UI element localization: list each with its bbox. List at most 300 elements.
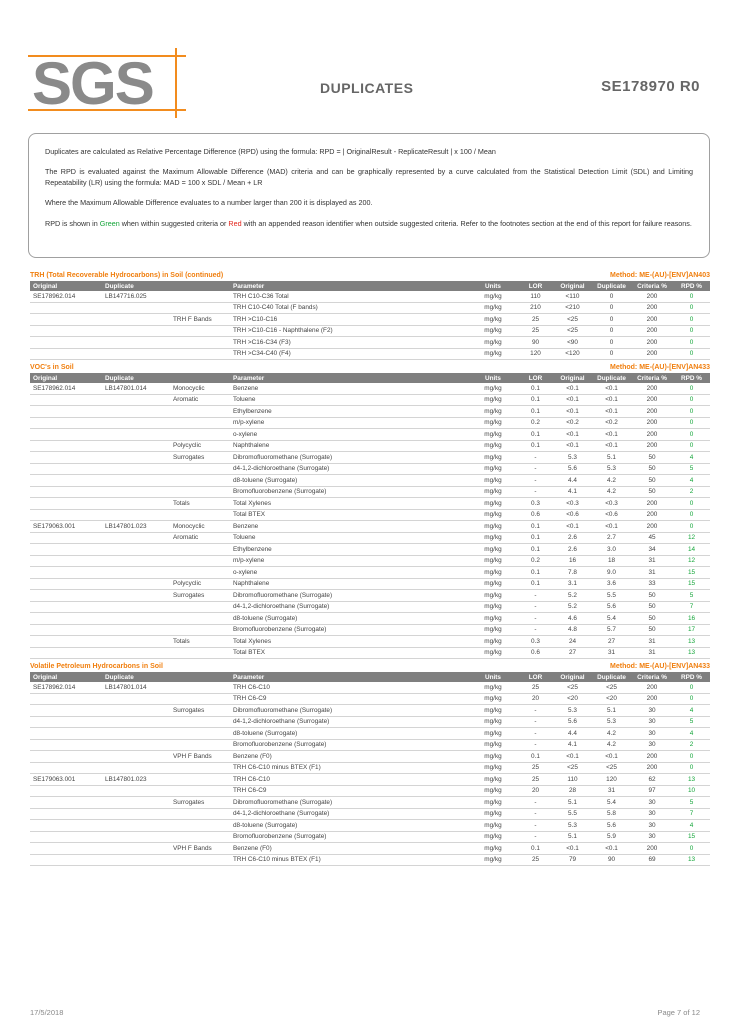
table-cell: Dibromofluoromethane (Surrogate)	[230, 797, 468, 809]
table-cell	[102, 808, 170, 820]
table-cell	[170, 762, 230, 774]
table-cell	[170, 406, 230, 418]
table-cell: mg/kg	[468, 601, 518, 613]
table-cell: Bromofluorobenzene (Surrogate)	[230, 739, 468, 751]
table-cell: 50	[631, 452, 673, 464]
table-cell: 5.9	[592, 831, 631, 843]
table-cell: 25	[518, 314, 553, 326]
table-cell: 20	[518, 693, 553, 705]
table-cell	[102, 498, 170, 510]
table-cell: -	[518, 820, 553, 832]
table-cell: 25	[518, 682, 553, 693]
table-cell	[102, 429, 170, 441]
table-cell: 5.3	[592, 716, 631, 728]
table-cell: <0.1	[592, 521, 631, 533]
table-cell: 0	[673, 394, 710, 406]
table-cell: mg/kg	[468, 682, 518, 693]
table-cell: 13	[673, 854, 710, 866]
table-cell: SE178962.014	[30, 383, 102, 394]
table-cell: 0	[673, 843, 710, 855]
table-cell	[170, 291, 230, 302]
table-cell: 79	[553, 854, 592, 866]
table-cell: 0	[673, 521, 710, 533]
table-cell: 5.5	[592, 590, 631, 602]
table-cell	[102, 544, 170, 556]
table-cell	[170, 854, 230, 866]
table-cell: 4.4	[553, 475, 592, 487]
table-cell: 5	[673, 716, 710, 728]
table-cell: 12	[673, 532, 710, 544]
table-row	[30, 567, 710, 579]
table-cell: 0.6	[518, 647, 553, 659]
table-cell	[170, 774, 230, 786]
table-cell: 24	[553, 636, 592, 648]
info-paragraph: Where the Maximum Allowable Difference evaluates to a number larger than 200 it is displayed as 200.	[45, 198, 373, 208]
column-header: Original	[30, 281, 102, 291]
table-cell: mg/kg	[468, 785, 518, 797]
duplicates-tables	[30, 268, 710, 866]
table-cell: 0.2	[518, 555, 553, 567]
table-cell: 4	[673, 705, 710, 717]
table-cell	[30, 808, 102, 820]
table-cell: <0.1	[592, 751, 631, 763]
table-cell: mg/kg	[468, 486, 518, 498]
footer-page-number: Page 7 of 12	[657, 1008, 700, 1017]
table-header-row	[30, 373, 710, 383]
table-cell: -	[518, 808, 553, 820]
table-cell	[30, 854, 102, 866]
table-cell: TRH >C10-C16 - Naphthalene (F2)	[230, 325, 468, 337]
table-cell: 15	[673, 578, 710, 590]
table-cell: 0.6	[518, 509, 553, 521]
table-cell: Polycyclic	[170, 578, 230, 590]
table-cell: <0.2	[553, 417, 592, 429]
table-cell: 0.1	[518, 383, 553, 394]
table-cell	[30, 394, 102, 406]
table-cell: 5.3	[553, 452, 592, 464]
table-cell	[102, 601, 170, 613]
table-cell: Bromofluorobenzene (Surrogate)	[230, 624, 468, 636]
table-cell: -	[518, 590, 553, 602]
table-cell: Naphthalene	[230, 578, 468, 590]
table-cell	[102, 509, 170, 521]
table-cell: mg/kg	[468, 348, 518, 360]
table-cell: mg/kg	[468, 383, 518, 394]
table-cell	[30, 325, 102, 337]
table-cell: 31	[631, 647, 673, 659]
table-cell: 0	[673, 348, 710, 360]
table-cell: -	[518, 452, 553, 464]
table-cell: mg/kg	[468, 291, 518, 302]
table-cell	[102, 613, 170, 625]
table-cell: mg/kg	[468, 613, 518, 625]
table-cell: 62	[631, 774, 673, 786]
table-cell: 0.2	[518, 417, 553, 429]
table-cell	[102, 348, 170, 360]
table-cell: m/p-xylene	[230, 417, 468, 429]
table-cell: 3.0	[592, 544, 631, 556]
table-cell	[30, 475, 102, 487]
table-cell: mg/kg	[468, 647, 518, 659]
table-cell: <25	[553, 762, 592, 774]
table-cell: Dibromofluoromethane (Surrogate)	[230, 452, 468, 464]
table-cell	[102, 452, 170, 464]
table-cell: mg/kg	[468, 452, 518, 464]
table-cell: 0	[673, 406, 710, 418]
table-cell: <0.6	[592, 509, 631, 521]
table-cell: mg/kg	[468, 521, 518, 533]
table-cell: SE179063.001	[30, 774, 102, 786]
table-cell: mg/kg	[468, 728, 518, 740]
table-cell	[170, 567, 230, 579]
table-row	[30, 797, 710, 809]
column-header: Criteria %	[631, 373, 673, 383]
table-cell: 15	[673, 567, 710, 579]
table-cell	[170, 613, 230, 625]
column-header: Original	[553, 281, 592, 291]
table-cell: 200	[631, 429, 673, 441]
table-cell	[30, 440, 102, 452]
table-cell: mg/kg	[468, 774, 518, 786]
table-cell: mg/kg	[468, 555, 518, 567]
table-cell	[30, 578, 102, 590]
duplicates-table	[30, 281, 710, 360]
table-cell: mg/kg	[468, 417, 518, 429]
table-cell: 5.6	[553, 716, 592, 728]
table-row	[30, 555, 710, 567]
table-row	[30, 785, 710, 797]
table-cell: mg/kg	[468, 843, 518, 855]
table-cell	[30, 601, 102, 613]
table-cell: 2.7	[592, 532, 631, 544]
table-cell: m/p-xylene	[230, 555, 468, 567]
table-cell	[30, 647, 102, 659]
table-cell: 0	[673, 429, 710, 441]
table-cell: -	[518, 831, 553, 843]
table-cell	[170, 348, 230, 360]
table-cell: Bromofluorobenzene (Surrogate)	[230, 831, 468, 843]
table-cell: -	[518, 797, 553, 809]
table-cell	[102, 751, 170, 763]
table-cell: 200	[631, 843, 673, 855]
table-row	[30, 532, 710, 544]
table-cell: -	[518, 486, 553, 498]
table-cell: 0	[592, 348, 631, 360]
table-cell: mg/kg	[468, 463, 518, 475]
table-cell	[102, 647, 170, 659]
table-cell	[102, 636, 170, 648]
table-cell: Ethylbenzene	[230, 406, 468, 418]
table-cell: 5.6	[553, 463, 592, 475]
column-header: RPD %	[673, 672, 710, 682]
table-cell: 7	[673, 601, 710, 613]
column-header: LOR	[518, 672, 553, 682]
table-cell: 0.3	[518, 498, 553, 510]
table-cell: mg/kg	[468, 429, 518, 441]
table-cell: -	[518, 475, 553, 487]
table-cell: 5.3	[553, 705, 592, 717]
table-cell: 30	[631, 728, 673, 740]
table-cell: 50	[631, 601, 673, 613]
table-row	[30, 498, 710, 510]
table-row	[30, 291, 710, 302]
column-header	[170, 281, 230, 291]
table-cell: 200	[631, 348, 673, 360]
table-cell: <0.3	[553, 498, 592, 510]
table-cell: 90	[592, 854, 631, 866]
column-header: Duplicate	[592, 281, 631, 291]
table-cell	[102, 417, 170, 429]
table-cell: SE178962.014	[30, 682, 102, 693]
table-cell: 30	[631, 820, 673, 832]
green-label: Green	[99, 218, 120, 228]
table-cell: <90	[553, 337, 592, 349]
table-cell: Benzene (F0)	[230, 843, 468, 855]
duplicates-table	[30, 672, 710, 866]
table-cell	[170, 682, 230, 693]
table-cell: Total Xylenes	[230, 636, 468, 648]
table-cell: 5.3	[592, 463, 631, 475]
table-cell: mg/kg	[468, 693, 518, 705]
table-cell	[30, 762, 102, 774]
table-cell: 0.1	[518, 429, 553, 441]
table-row	[30, 578, 710, 590]
table-row	[30, 774, 710, 786]
table-cell: 0.1	[518, 578, 553, 590]
table-cell: 31	[592, 785, 631, 797]
table-cell: 5.8	[592, 808, 631, 820]
table-cell	[30, 417, 102, 429]
table-cell	[30, 463, 102, 475]
table-cell: TRH C10-C40 Total (F bands)	[230, 302, 468, 314]
table-cell: 200	[631, 325, 673, 337]
table-cell: 0	[673, 291, 710, 302]
table-cell: SE179063.001	[30, 521, 102, 533]
table-cell	[102, 440, 170, 452]
table-cell: 0	[673, 682, 710, 693]
table-row	[30, 302, 710, 314]
table-cell: <0.1	[592, 406, 631, 418]
table-cell: 200	[631, 383, 673, 394]
table-cell	[30, 567, 102, 579]
section-header	[30, 270, 710, 281]
table-cell: <110	[553, 291, 592, 302]
table-cell: 25	[518, 325, 553, 337]
table-cell: mg/kg	[468, 302, 518, 314]
table-header-row	[30, 281, 710, 291]
table-cell	[102, 394, 170, 406]
table-cell: <0.1	[553, 843, 592, 855]
table-cell: 9.0	[592, 567, 631, 579]
table-cell: <0.1	[592, 843, 631, 855]
logo-text: SGS	[32, 50, 153, 117]
table-row	[30, 716, 710, 728]
table-cell: d8-toluene (Surrogate)	[230, 820, 468, 832]
table-cell: Aromatic	[170, 532, 230, 544]
table-cell: 5	[673, 797, 710, 809]
table-cell: 2	[673, 739, 710, 751]
table-cell: 200	[631, 314, 673, 326]
table-cell: TRH C6-C9	[230, 693, 468, 705]
table-cell: 0.3	[518, 636, 553, 648]
table-cell: mg/kg	[468, 716, 518, 728]
table-cell: 5.5	[553, 808, 592, 820]
table-cell: 0	[673, 417, 710, 429]
table-row	[30, 417, 710, 429]
section-method: Method: ME-(AU)-[ENV]AN403	[610, 272, 710, 279]
table-cell: Bromofluorobenzene (Surrogate)	[230, 486, 468, 498]
table-cell: 50	[631, 463, 673, 475]
table-cell: TRH C6-C10	[230, 682, 468, 693]
table-cell	[30, 739, 102, 751]
table-cell: <0.1	[592, 429, 631, 441]
table-row	[30, 693, 710, 705]
table-cell: 200	[631, 417, 673, 429]
column-header: Original	[553, 672, 592, 682]
table-cell: 0.1	[518, 521, 553, 533]
column-header: Duplicate	[102, 672, 170, 682]
table-row	[30, 624, 710, 636]
table-cell: 0.1	[518, 843, 553, 855]
table-cell: <20	[553, 693, 592, 705]
table-cell	[170, 739, 230, 751]
table-row	[30, 337, 710, 349]
table-row	[30, 383, 710, 394]
table-cell	[30, 429, 102, 441]
table-cell	[102, 325, 170, 337]
table-cell: Ethylbenzene	[230, 544, 468, 556]
table-cell	[30, 751, 102, 763]
info-paragraph: The RPD is evaluated against the Maximum Allowable Difference (MAD) criteria and can be graphically represented by a curve calculated from the Statistical Detection Limit (SDL) and Limiting Repeatability (LR) using the formula: MAD = 100 x SDL / Mean + LR	[45, 167, 693, 187]
table-cell: <0.1	[553, 383, 592, 394]
table-cell: 120	[592, 774, 631, 786]
table-row	[30, 394, 710, 406]
table-cell: 0.1	[518, 394, 553, 406]
table-row	[30, 348, 710, 360]
table-cell: 4	[673, 452, 710, 464]
table-cell: 3.6	[592, 578, 631, 590]
table-cell: 5.2	[553, 590, 592, 602]
table-cell	[102, 843, 170, 855]
table-cell	[170, 624, 230, 636]
table-cell: mg/kg	[468, 509, 518, 521]
table-cell	[102, 716, 170, 728]
column-header: LOR	[518, 373, 553, 383]
table-cell: d4-1,2-dichloroethane (Surrogate)	[230, 716, 468, 728]
column-header: Parameter	[230, 281, 468, 291]
table-cell	[30, 831, 102, 843]
table-cell: 50	[631, 624, 673, 636]
table-cell: 3.1	[553, 578, 592, 590]
table-cell: -	[518, 624, 553, 636]
table-cell: <25	[553, 682, 592, 693]
table-cell: 4.2	[592, 728, 631, 740]
table-row	[30, 705, 710, 717]
table-cell: mg/kg	[468, 475, 518, 487]
table-cell: mg/kg	[468, 739, 518, 751]
table-cell: <0.1	[592, 383, 631, 394]
table-cell	[102, 590, 170, 602]
table-cell: 0	[592, 302, 631, 314]
table-cell: mg/kg	[468, 636, 518, 648]
table-cell: mg/kg	[468, 624, 518, 636]
table-cell	[170, 693, 230, 705]
table-cell: <25	[553, 314, 592, 326]
table-cell: 20	[518, 785, 553, 797]
table-cell	[30, 624, 102, 636]
table-row	[30, 590, 710, 602]
table-cell: 25	[518, 762, 553, 774]
table-cell	[102, 578, 170, 590]
table-cell	[102, 705, 170, 717]
table-cell: <25	[592, 682, 631, 693]
table-cell	[170, 647, 230, 659]
table-cell	[30, 705, 102, 717]
table-row	[30, 808, 710, 820]
table-cell: 30	[631, 831, 673, 843]
table-cell	[102, 314, 170, 326]
table-cell: 31	[592, 647, 631, 659]
table-cell	[102, 406, 170, 418]
table-cell: mg/kg	[468, 831, 518, 843]
table-cell: 0.1	[518, 440, 553, 452]
table-cell: mg/kg	[468, 590, 518, 602]
table-cell	[30, 498, 102, 510]
table-cell: 0	[673, 314, 710, 326]
table-cell: Benzene	[230, 521, 468, 533]
table-cell: 14	[673, 544, 710, 556]
table-cell: TRH C10-C36 Total	[230, 291, 468, 302]
table-cell	[102, 463, 170, 475]
table-cell: mg/kg	[468, 544, 518, 556]
table-cell	[170, 475, 230, 487]
table-cell: 33	[631, 578, 673, 590]
table-cell: TRH C6-C9	[230, 785, 468, 797]
table-cell: mg/kg	[468, 325, 518, 337]
table-cell: <0.2	[592, 417, 631, 429]
table-cell	[30, 820, 102, 832]
table-cell: 0	[673, 693, 710, 705]
table-cell	[170, 429, 230, 441]
table-cell	[170, 302, 230, 314]
table-cell: 7	[673, 808, 710, 820]
table-cell: Monocyclic	[170, 383, 230, 394]
table-cell	[30, 314, 102, 326]
table-cell: Surrogates	[170, 590, 230, 602]
table-cell: Dibromofluoromethane (Surrogate)	[230, 705, 468, 717]
table-cell: VPH F Bands	[170, 843, 230, 855]
column-header: Criteria %	[631, 281, 673, 291]
table-row	[30, 762, 710, 774]
table-cell: Monocyclic	[170, 521, 230, 533]
table-row	[30, 751, 710, 763]
table-cell: <0.3	[592, 498, 631, 510]
table-cell	[170, 820, 230, 832]
table-cell	[102, 739, 170, 751]
table-cell: 0	[673, 325, 710, 337]
table-cell	[30, 843, 102, 855]
table-cell	[30, 613, 102, 625]
table-cell: <210	[553, 302, 592, 314]
column-header: Original	[30, 672, 102, 682]
table-cell: mg/kg	[468, 762, 518, 774]
table-row	[30, 739, 710, 751]
table-cell: LB147801.023	[102, 774, 170, 786]
table-cell: 0	[592, 314, 631, 326]
table-cell: 50	[631, 486, 673, 498]
table-cell	[102, 302, 170, 314]
table-cell: <0.1	[553, 394, 592, 406]
